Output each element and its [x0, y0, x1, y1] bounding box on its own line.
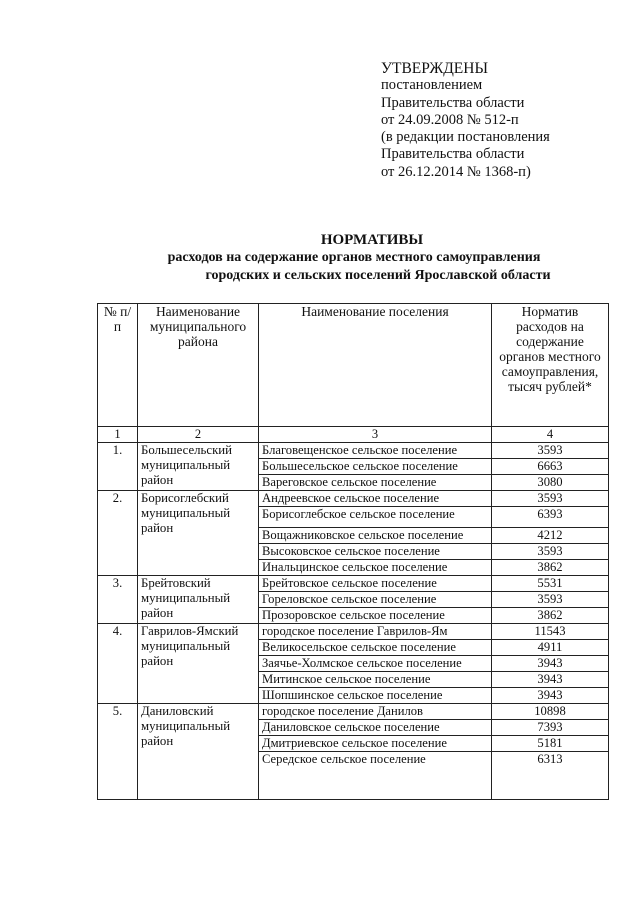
- norm-value: 4911: [492, 640, 609, 656]
- norm-value: 3943: [492, 672, 609, 688]
- column-number: 4: [492, 427, 609, 443]
- settlement-name: Вареговское сельское поселение: [259, 475, 492, 491]
- norm-value: 3943: [492, 688, 609, 704]
- norms-table: [97, 303, 609, 800]
- approval-line: от 26.12.2014 № 1368-п): [381, 163, 531, 180]
- norm-value: 7393: [492, 720, 609, 736]
- column-number-row: [98, 427, 609, 443]
- norm-value: 3593: [492, 491, 609, 507]
- row-number: 5.: [98, 704, 138, 800]
- approval-line: постановлением: [381, 77, 483, 94]
- settlement-name: городское поселение Гаврилов-Ям: [259, 624, 492, 640]
- settlement-name: Дмитриевское сельское поселение: [259, 736, 492, 752]
- table-row: [98, 443, 609, 459]
- approval-line: (в редакции постановления: [381, 129, 550, 146]
- approval-line: Правительства области: [381, 146, 525, 163]
- settlement-name: Шопшинское сельское поселение: [259, 688, 492, 704]
- settlement-name: Даниловское сельское поселение: [259, 720, 492, 736]
- settlement-name: Митинское сельское поселение: [259, 672, 492, 688]
- norm-value: 10898: [492, 704, 609, 720]
- settlement-name: Прозоровское сельское поселение: [259, 608, 492, 624]
- header-row: [98, 304, 609, 427]
- district-name: Брейтовский муниципальный район: [138, 576, 259, 624]
- district-name: Борисоглебский муниципальный район: [138, 491, 259, 576]
- norm-value: 3593: [492, 443, 609, 459]
- settlement-name: Вощажниковское сельское поселение: [259, 528, 492, 544]
- norm-value: 4212: [492, 528, 609, 544]
- norm-value: 3862: [492, 560, 609, 576]
- row-number: 3.: [98, 576, 138, 624]
- approval-heading: УТВЕРЖДЕНЫ: [381, 60, 488, 77]
- settlement-name: Середское сельское поселение: [259, 752, 492, 800]
- document-title: НОРМАТИВЫ: [320, 232, 424, 248]
- norm-value: 6313: [492, 752, 609, 800]
- settlement-name: городское поселение Данилов: [259, 704, 492, 720]
- settlement-name: Инальцинское сельское поселение: [259, 560, 492, 576]
- column-number: 2: [138, 427, 259, 443]
- norm-value: 3080: [492, 475, 609, 491]
- approval-line: от 24.09.2008 № 512-п: [381, 111, 519, 128]
- column-number: 3: [259, 427, 492, 443]
- norm-value: 3943: [492, 656, 609, 672]
- norm-value: 3593: [492, 544, 609, 560]
- settlement-name: Высоковское сельское поселение: [259, 544, 492, 560]
- norm-value: 6393: [492, 507, 609, 528]
- settlement-name: Борисоглебское сельское поселение: [259, 507, 492, 528]
- norm-value: 11543: [492, 624, 609, 640]
- approval-line: Правительства области: [381, 94, 525, 111]
- table-row: [98, 491, 609, 507]
- header-no: № п/п: [98, 304, 138, 427]
- norm-value: 5531: [492, 576, 609, 592]
- table-row: [98, 576, 609, 592]
- district-name: Большесельский муниципальный район: [138, 443, 259, 491]
- approval-stamp: [381, 60, 550, 181]
- settlement-name: Великосельское сельское поселение: [259, 640, 492, 656]
- norm-value: 6663: [492, 459, 609, 475]
- table-row: [98, 624, 609, 640]
- row-number: 2.: [98, 491, 138, 576]
- header-norm: Норматив расходов на содержание органов местного самоуправления, тысяч рублей*: [492, 304, 609, 427]
- norm-value: 3862: [492, 608, 609, 624]
- row-number: 1.: [98, 443, 138, 491]
- norm-value: 5181: [492, 736, 609, 752]
- district-name: Гаврилов-Ямский муниципальный район: [138, 624, 259, 704]
- table-row: [98, 704, 609, 720]
- column-number: 1: [98, 427, 138, 443]
- settlement-name: Брейтовское сельское поселение: [259, 576, 492, 592]
- settlement-name: Андреевское сельское поселение: [259, 491, 492, 507]
- norm-value: 3593: [492, 592, 609, 608]
- settlement-name: Гореловское сельское поселение: [259, 592, 492, 608]
- row-number: 4.: [98, 624, 138, 704]
- settlement-name: Благовещенское сельское поселение: [259, 443, 492, 459]
- settlement-name: Заячье-Холмское сельское поселение: [259, 656, 492, 672]
- document-subtitle-line1: расходов на содержание органов местного самоуправления: [167, 250, 541, 265]
- header-settlement: Наименование поселения: [259, 304, 492, 427]
- header-district: Наименование муниципального района: [138, 304, 259, 427]
- settlement-name: Большесельское сельское поселение: [259, 459, 492, 475]
- district-name: Даниловский муниципальный район: [138, 704, 259, 800]
- document-subtitle-line2: городских и сельских поселений Ярославской области: [205, 268, 551, 283]
